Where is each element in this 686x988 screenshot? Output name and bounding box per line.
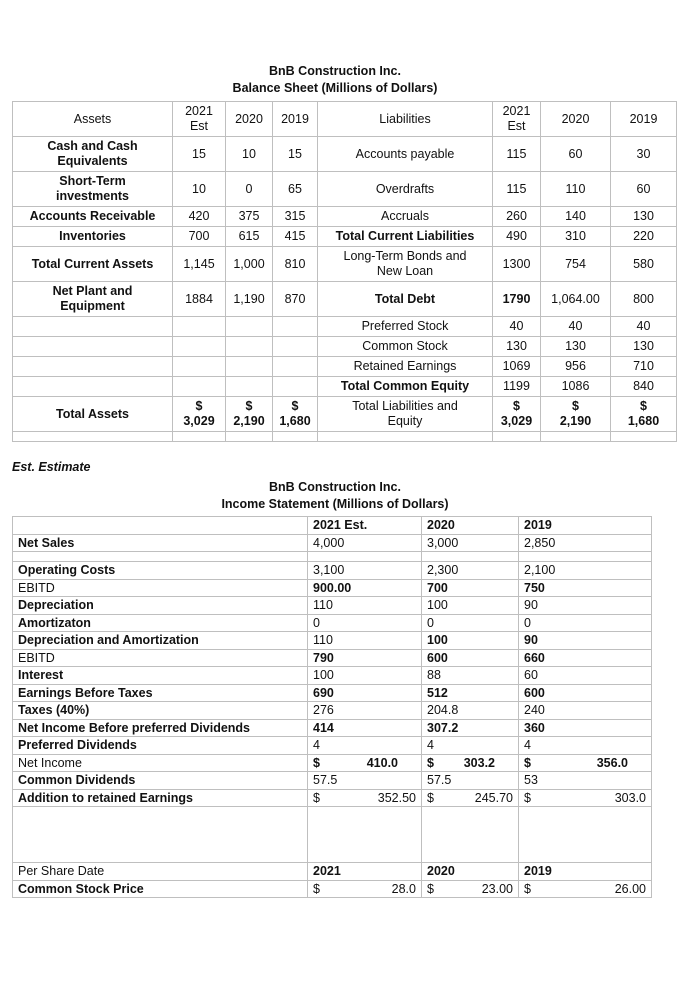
income-label: EBITD (13, 649, 308, 667)
income-value: 110 (308, 597, 422, 615)
income-statement-company: BnB Construction Inc. (269, 480, 401, 494)
income-statement-row (13, 772, 652, 790)
income-value: 100 (308, 667, 422, 685)
asset-value: 15 (173, 137, 226, 172)
liability-value: 130 (541, 337, 611, 357)
income-value: 900.00 (308, 579, 422, 597)
dollar-sign: $ (427, 755, 434, 770)
asset-value (226, 377, 273, 397)
liability-value: 115 (493, 137, 541, 172)
money-wrapper (427, 755, 513, 771)
asset-value (173, 377, 226, 397)
balance-sheet-row (13, 247, 677, 282)
income-money-value (308, 789, 422, 807)
liability-value: 1069 (493, 357, 541, 377)
year-header: 2019 (519, 517, 652, 535)
spacer-cell (519, 552, 652, 562)
income-value: 600 (422, 649, 519, 667)
dollar-sign: $ (524, 790, 531, 805)
balance-sheet-spacer-row (13, 432, 677, 442)
asset-value (173, 337, 226, 357)
income-value: 53 (519, 772, 652, 790)
assets-header-cell: Assets (13, 102, 173, 137)
asset-value: 315 (273, 207, 318, 227)
balance-sheet-row (13, 357, 677, 377)
asset-value (273, 377, 318, 397)
liability-value: 130 (611, 207, 677, 227)
income-statement-title (180, 479, 490, 513)
liability-label: Preferred Stock (318, 317, 493, 337)
income-statement-row (13, 649, 652, 667)
asset-value: 700 (173, 227, 226, 247)
dollar-sign: $ (427, 790, 434, 805)
liabilities-header-cell: 2020 (541, 102, 611, 137)
liability-label: Long-Term Bonds and New Loan (318, 247, 493, 282)
income-label: Interest (13, 667, 308, 685)
income-value: 3,100 (308, 562, 422, 580)
asset-value: 415 (273, 227, 318, 247)
income-statement-row (13, 684, 652, 702)
income-label: Earnings Before Taxes (13, 684, 308, 702)
asset-value: 0 (226, 172, 273, 207)
income-value: 660 (519, 649, 652, 667)
income-label: Net Income (13, 754, 308, 772)
balance-sheet-row (13, 227, 677, 247)
income-statement-header-row (13, 517, 652, 535)
balance-sheet-row (13, 282, 677, 317)
liability-value: 310 (541, 227, 611, 247)
liabilities-header-cell: 2019 (611, 102, 677, 137)
liability-value: 30 (611, 137, 677, 172)
asset-label: Cash and Cash Equivalents (13, 137, 173, 172)
spacer-cell (422, 807, 519, 863)
dollar-sign: $ (524, 881, 531, 896)
asset-value: 420 (173, 207, 226, 227)
year-header: 2021 Est. (308, 517, 422, 535)
asset-value: $ 3,029 (173, 397, 226, 432)
income-value: 57.5 (422, 772, 519, 790)
income-statement-row (13, 880, 652, 898)
income-value: 204.8 (422, 702, 519, 720)
income-statement-row (13, 754, 652, 772)
asset-label: Short-Term investments (13, 172, 173, 207)
income-statement-spacer-row (13, 807, 652, 863)
asset-value: 1,190 (226, 282, 273, 317)
income-value: 90 (519, 632, 652, 650)
asset-value: 615 (226, 227, 273, 247)
income-statement-row (13, 863, 652, 881)
asset-label: Inventories (13, 227, 173, 247)
liability-label: Overdrafts (318, 172, 493, 207)
income-value: 512 (422, 684, 519, 702)
liability-value: $ 2,190 (541, 397, 611, 432)
money-amount: 28.0 (391, 881, 416, 896)
money-amount: 245.70 (474, 790, 513, 805)
income-money-value (519, 754, 652, 772)
money-amount: 26.00 (614, 881, 646, 896)
balance-sheet-row (13, 172, 677, 207)
liability-value: 710 (611, 357, 677, 377)
income-statement-row (13, 702, 652, 720)
asset-value: 10 (173, 172, 226, 207)
liability-value: 40 (611, 317, 677, 337)
asset-label (13, 377, 173, 397)
income-label: Common Dividends (13, 772, 308, 790)
liabilities-header-cell: Liabilities (318, 102, 493, 137)
balance-sheet-subtitle: Balance Sheet (Millions of Dollars) (232, 81, 438, 95)
liability-value: 140 (541, 207, 611, 227)
income-value: 0 (519, 614, 652, 632)
income-label: Common Stock Price (13, 880, 308, 898)
money-amount: 303.2 (463, 755, 495, 770)
liability-label: Accruals (318, 207, 493, 227)
spacer-cell (308, 552, 422, 562)
liability-value: 840 (611, 377, 677, 397)
dollar-sign: $ (524, 755, 531, 770)
liabilities-header-cell: 2021 Est (493, 102, 541, 137)
balance-sheet-title (180, 63, 490, 97)
liability-value: 1,064.00 (541, 282, 611, 317)
money-wrapper (524, 881, 646, 897)
income-value: 110 (308, 632, 422, 650)
liability-value: 1199 (493, 377, 541, 397)
income-money-value (422, 880, 519, 898)
balance-sheet-row (13, 317, 677, 337)
income-statement-row (13, 789, 652, 807)
income-statement-row (13, 719, 652, 737)
asset-value (273, 357, 318, 377)
spacer-cell (541, 432, 611, 442)
asset-value (226, 317, 273, 337)
balance-sheet-row (13, 377, 677, 397)
income-value: 3,000 (422, 534, 519, 552)
liability-label: Total Common Equity (318, 377, 493, 397)
income-label: Amortizaton (13, 614, 308, 632)
balance-sheet-row (13, 337, 677, 357)
asset-value (226, 337, 273, 357)
income-value: 4 (519, 737, 652, 755)
spacer-cell (273, 432, 318, 442)
liability-value: 220 (611, 227, 677, 247)
liability-value: 754 (541, 247, 611, 282)
income-value: 4,000 (308, 534, 422, 552)
asset-value: 10 (226, 137, 273, 172)
income-label: Preferred Dividends (13, 737, 308, 755)
income-value: 690 (308, 684, 422, 702)
spacer-cell (13, 552, 308, 562)
income-money-value (422, 754, 519, 772)
income-statement-row (13, 614, 652, 632)
balance-sheet-company: BnB Construction Inc. (269, 64, 401, 78)
asset-label: Total Assets (13, 397, 173, 432)
estimate-note: Est. Estimate (12, 460, 91, 474)
liability-value: 60 (611, 172, 677, 207)
header-blank (13, 517, 308, 535)
dollar-sign: $ (313, 790, 320, 805)
income-label: Per Share Date (13, 863, 308, 881)
asset-value: 810 (273, 247, 318, 282)
liability-value: 40 (493, 317, 541, 337)
income-label: Addition to retained Earnings (13, 789, 308, 807)
liability-value: 40 (541, 317, 611, 337)
liability-value: 1790 (493, 282, 541, 317)
money-wrapper (313, 881, 416, 897)
income-money-value (519, 880, 652, 898)
asset-value (226, 357, 273, 377)
income-value: 88 (422, 667, 519, 685)
money-wrapper (524, 755, 646, 771)
money-wrapper (524, 790, 646, 806)
liability-value: 580 (611, 247, 677, 282)
income-value: 600 (519, 684, 652, 702)
income-label: EBITD (13, 579, 308, 597)
year-header: 2020 (422, 517, 519, 535)
income-value: 2,850 (519, 534, 652, 552)
income-value: 4 (308, 737, 422, 755)
income-value: 0 (308, 614, 422, 632)
liability-label: Total Liabilities and Equity (318, 397, 493, 432)
spacer-cell (318, 432, 493, 442)
income-statement-spacer-row (13, 552, 652, 562)
income-statement-row (13, 597, 652, 615)
income-money-value (422, 789, 519, 807)
income-value: 2021 (308, 863, 422, 881)
income-statement-row (13, 579, 652, 597)
asset-value: 1884 (173, 282, 226, 317)
income-value: 2020 (422, 863, 519, 881)
income-value: 90 (519, 597, 652, 615)
asset-value (173, 357, 226, 377)
liability-value: 110 (541, 172, 611, 207)
asset-value (273, 337, 318, 357)
income-value: 750 (519, 579, 652, 597)
dollar-sign: $ (313, 755, 320, 770)
assets-header-cell: 2021 Est (173, 102, 226, 137)
income-statement-subtitle: Income Statement (Millions of Dollars) (221, 497, 449, 511)
liability-value: 490 (493, 227, 541, 247)
asset-label (13, 357, 173, 377)
income-label: Depreciation and Amortization (13, 632, 308, 650)
money-wrapper (427, 881, 513, 897)
balance-sheet-row (13, 137, 677, 172)
liability-value: $ 3,029 (493, 397, 541, 432)
asset-value (273, 317, 318, 337)
income-money-value (519, 789, 652, 807)
asset-value: 1,000 (226, 247, 273, 282)
income-label: Net Sales (13, 534, 308, 552)
income-value: 414 (308, 719, 422, 737)
asset-label (13, 317, 173, 337)
liability-label: Total Debt (318, 282, 493, 317)
balance-sheet-row (13, 397, 677, 432)
income-value: 700 (422, 579, 519, 597)
liability-label: Accounts payable (318, 137, 493, 172)
income-statement-row (13, 562, 652, 580)
balance-sheet-row (13, 207, 677, 227)
asset-value: 870 (273, 282, 318, 317)
income-money-value (308, 754, 422, 772)
money-wrapper (427, 790, 513, 806)
income-value: 307.2 (422, 719, 519, 737)
asset-value: 1,145 (173, 247, 226, 282)
liability-value: 130 (611, 337, 677, 357)
income-value: 2,300 (422, 562, 519, 580)
asset-label (13, 337, 173, 357)
asset-value (173, 317, 226, 337)
money-amount: 356.0 (596, 755, 628, 770)
liability-value: 956 (541, 357, 611, 377)
income-label: Depreciation (13, 597, 308, 615)
liability-value: 130 (493, 337, 541, 357)
spacer-cell (226, 432, 273, 442)
spacer-cell (173, 432, 226, 442)
balance-sheet-table (12, 101, 677, 442)
income-statement-row (13, 737, 652, 755)
liability-value: 115 (493, 172, 541, 207)
income-value: 57.5 (308, 772, 422, 790)
asset-label: Net Plant and Equipment (13, 282, 173, 317)
liability-value: 1300 (493, 247, 541, 282)
liability-label: Total Current Liabilities (318, 227, 493, 247)
income-label: Taxes (40%) (13, 702, 308, 720)
income-value: 240 (519, 702, 652, 720)
dollar-sign: $ (313, 881, 320, 896)
spacer-cell (13, 432, 173, 442)
asset-label: Total Current Assets (13, 247, 173, 282)
spacer-cell (611, 432, 677, 442)
income-value: 100 (422, 632, 519, 650)
spacer-cell (308, 807, 422, 863)
income-statement-table (12, 516, 652, 898)
income-value: 60 (519, 667, 652, 685)
spacer-cell (422, 552, 519, 562)
income-value: 0 (422, 614, 519, 632)
liability-value: $ 1,680 (611, 397, 677, 432)
income-value: 2019 (519, 863, 652, 881)
income-statement-row (13, 667, 652, 685)
income-value: 4 (422, 737, 519, 755)
income-money-value (308, 880, 422, 898)
money-amount: 410.0 (366, 755, 398, 770)
assets-header-cell: 2019 (273, 102, 318, 137)
income-value: 276 (308, 702, 422, 720)
money-amount: 23.00 (481, 881, 513, 896)
asset-value: $ 2,190 (226, 397, 273, 432)
asset-value: 375 (226, 207, 273, 227)
liability-value: 800 (611, 282, 677, 317)
asset-label: Accounts Receivable (13, 207, 173, 227)
money-amount: 352.50 (377, 790, 416, 805)
income-label: Operating Costs (13, 562, 308, 580)
spacer-cell (13, 807, 308, 863)
income-value: 790 (308, 649, 422, 667)
income-value: 100 (422, 597, 519, 615)
liability-value: 1086 (541, 377, 611, 397)
spacer-cell (493, 432, 541, 442)
money-amount: 303.0 (614, 790, 646, 805)
dollar-sign: $ (427, 881, 434, 896)
income-value: 2,100 (519, 562, 652, 580)
income-label: Net Income Before preferred Dividends (13, 719, 308, 737)
income-statement-row (13, 534, 652, 552)
money-wrapper (313, 755, 416, 771)
income-value: 360 (519, 719, 652, 737)
liability-label: Common Stock (318, 337, 493, 357)
liability-label: Retained Earnings (318, 357, 493, 377)
money-wrapper (313, 790, 416, 806)
income-statement-row (13, 632, 652, 650)
spacer-cell (519, 807, 652, 863)
asset-value: 65 (273, 172, 318, 207)
liability-value: 260 (493, 207, 541, 227)
asset-value: $ 1,680 (273, 397, 318, 432)
asset-value: 15 (273, 137, 318, 172)
balance-sheet-header-row (13, 102, 677, 137)
liability-value: 60 (541, 137, 611, 172)
assets-header-cell: 2020 (226, 102, 273, 137)
